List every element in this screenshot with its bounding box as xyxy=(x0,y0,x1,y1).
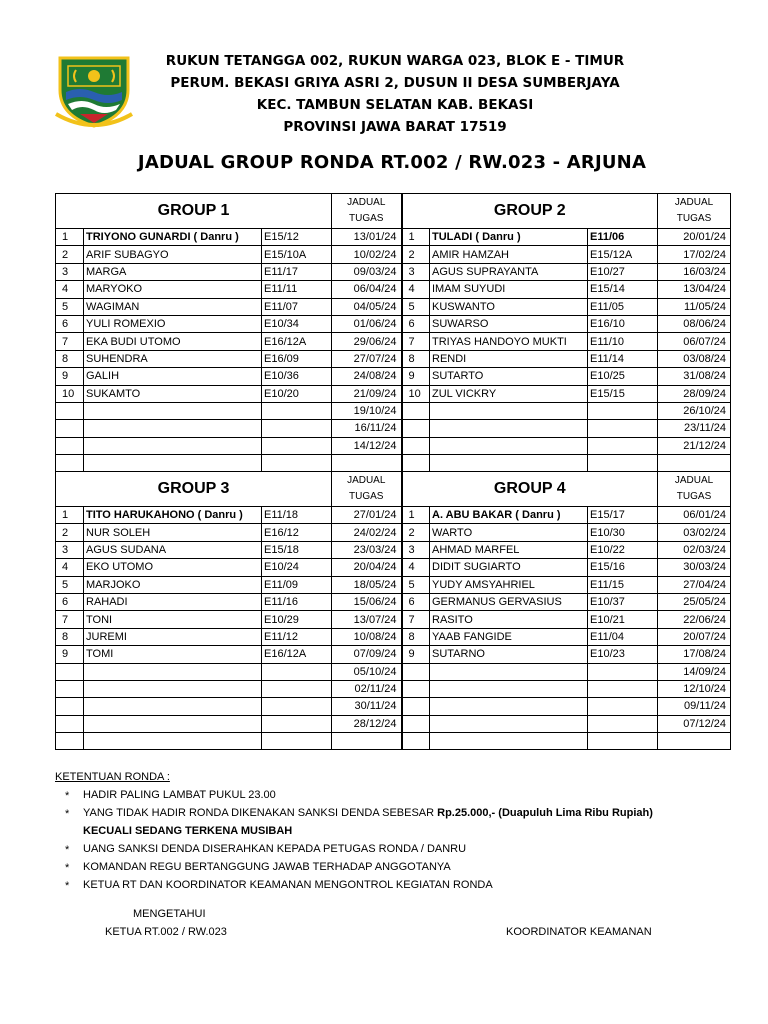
duty-date: 13/01/24 xyxy=(332,229,402,246)
duty-date: 29/06/24 xyxy=(332,333,402,350)
member-number: 2 xyxy=(402,246,430,263)
jadual-label: JADUAL xyxy=(674,475,714,486)
house-number: E10/37 xyxy=(588,593,658,610)
member-name: GERMANUS GERVASIUS xyxy=(430,593,588,610)
member-number: 9 xyxy=(56,646,84,663)
duty-date: 07/09/24 xyxy=(332,646,402,663)
house-number: E11/15 xyxy=(588,576,658,593)
house-number: E10/22 xyxy=(588,541,658,558)
member-name xyxy=(430,455,588,472)
duty-date: 21/09/24 xyxy=(332,385,402,402)
group-name: GROUP 1 xyxy=(56,194,332,229)
member-number: 4 xyxy=(56,281,84,298)
member-name: TITO HARUKAHONO ( Danru ) xyxy=(84,507,262,524)
letterhead-line-1: RUKUN TETANGGA 002, RUKUN WARGA 023, BLOK E - TIMUR xyxy=(165,53,625,69)
member-name xyxy=(430,437,588,454)
house-number: E10/29 xyxy=(262,611,332,628)
member-name: SUTARNO xyxy=(430,646,588,663)
member-name: EKO UTOMO xyxy=(84,559,262,576)
member-name xyxy=(430,733,588,750)
member-number: 2 xyxy=(56,524,84,541)
member-number: 7 xyxy=(56,333,84,350)
member-number: 8 xyxy=(56,628,84,645)
duty-date: 17/02/24 xyxy=(658,246,731,263)
member-name: MARYOKO xyxy=(84,281,262,298)
house-number: E10/27 xyxy=(588,263,658,280)
member-name: SUHENDRA xyxy=(84,350,262,367)
jadual-label: JADUAL xyxy=(347,475,386,486)
member-number xyxy=(56,698,84,715)
table-row xyxy=(56,402,731,419)
letterhead-line-4: PROVINSI JAWA BARAT 17519 xyxy=(283,119,507,135)
member-number xyxy=(402,733,430,750)
member-name: MARGA xyxy=(84,263,262,280)
house-number: E11/17 xyxy=(262,263,332,280)
duty-date: 25/05/24 xyxy=(658,593,731,610)
member-number xyxy=(402,698,430,715)
member-number: 9 xyxy=(402,646,430,663)
table-row xyxy=(56,507,731,524)
house-number: E11/09 xyxy=(262,576,332,593)
member-number: 3 xyxy=(56,541,84,558)
group-name: GROUP 2 xyxy=(402,194,658,229)
duty-date: 27/07/24 xyxy=(332,350,402,367)
member-name: AGUS SUPRAYANTA xyxy=(430,263,588,280)
house-number xyxy=(588,680,658,697)
group-name: GROUP 4 xyxy=(402,472,658,507)
duty-date: 20/04/24 xyxy=(332,559,402,576)
member-number: 8 xyxy=(402,350,430,367)
member-name: TULADI ( Danru ) xyxy=(430,229,588,246)
house-number: E15/16 xyxy=(588,559,658,576)
schedule-table-bottom xyxy=(55,471,731,750)
house-number xyxy=(588,733,658,750)
duty-date: 20/01/24 xyxy=(658,229,731,246)
table-row xyxy=(56,715,731,732)
member-number xyxy=(56,663,84,680)
house-number: E10/25 xyxy=(588,368,658,385)
group-header-row xyxy=(56,472,731,507)
jadual-tugas-header xyxy=(332,472,402,507)
member-name: SUWARSO xyxy=(430,315,588,332)
house-number xyxy=(262,663,332,680)
member-number xyxy=(56,680,84,697)
table-row xyxy=(56,298,731,315)
duty-date: 10/08/24 xyxy=(332,628,402,645)
member-name: MARJOKO xyxy=(84,576,262,593)
member-name: YAAB FANGIDE xyxy=(430,628,588,645)
house-number: E11/06 xyxy=(588,229,658,246)
member-name: SUTARTO xyxy=(430,368,588,385)
schedule-table-top xyxy=(55,193,731,472)
jadual-label: JADUAL xyxy=(674,197,714,208)
member-name xyxy=(430,402,588,419)
group-name: GROUP 3 xyxy=(56,472,332,507)
member-name xyxy=(84,715,262,732)
letterhead xyxy=(150,50,640,138)
house-number xyxy=(262,680,332,697)
table-row xyxy=(56,593,731,610)
duty-date: 15/06/24 xyxy=(332,593,402,610)
tugas-label: TUGAS xyxy=(349,491,384,502)
member-name: ARIF SUBAGYO xyxy=(84,246,262,263)
house-number: E10/30 xyxy=(588,524,658,541)
house-number xyxy=(262,698,332,715)
table-row xyxy=(56,281,731,298)
member-name xyxy=(430,698,588,715)
house-number xyxy=(588,455,658,472)
member-name: ZUL VICKRY xyxy=(430,385,588,402)
member-number xyxy=(402,437,430,454)
house-number xyxy=(262,402,332,419)
member-number: 1 xyxy=(402,507,430,524)
member-name: DIDIT SUGIARTO xyxy=(430,559,588,576)
member-name: TRIYONO GUNARDI ( Danru ) xyxy=(84,229,262,246)
member-number: 6 xyxy=(402,593,430,610)
house-number: E15/18 xyxy=(262,541,332,558)
house-number: E16/12 xyxy=(262,524,332,541)
tugas-label: TUGAS xyxy=(676,213,712,224)
member-number: 7 xyxy=(56,611,84,628)
table-row xyxy=(56,455,731,472)
member-number: 1 xyxy=(56,507,84,524)
table-row xyxy=(56,680,731,697)
duty-date: 28/12/24 xyxy=(332,715,402,732)
house-number: E11/14 xyxy=(588,350,658,367)
table-row xyxy=(56,611,731,628)
member-number: 7 xyxy=(402,611,430,628)
house-number: E11/04 xyxy=(588,628,658,645)
member-name: AHMAD MARFEL xyxy=(430,541,588,558)
duty-date xyxy=(658,455,731,472)
member-name: WAGIMAN xyxy=(84,298,262,315)
table-row xyxy=(56,368,731,385)
duty-date: 09/03/24 xyxy=(332,263,402,280)
house-number: E10/20 xyxy=(262,385,332,402)
member-number: 9 xyxy=(56,368,84,385)
rules-section xyxy=(55,768,735,894)
member-number: 8 xyxy=(402,628,430,645)
table-row xyxy=(56,350,731,367)
member-number: 2 xyxy=(56,246,84,263)
house-number: E16/12A xyxy=(262,333,332,350)
letterhead-line-2: PERUM. BEKASI GRIYA ASRI 2, DUSUN II DESA SUMBERJAYA xyxy=(170,75,620,91)
member-name xyxy=(84,437,262,454)
duty-date xyxy=(332,455,402,472)
duty-date: 02/03/24 xyxy=(658,541,731,558)
duty-date: 08/06/24 xyxy=(658,315,731,332)
house-number: E11/05 xyxy=(588,298,658,315)
member-number: 5 xyxy=(56,298,84,315)
house-number: E11/07 xyxy=(262,298,332,315)
house-number: E10/36 xyxy=(262,368,332,385)
tugas-label: TUGAS xyxy=(676,491,712,502)
duty-date xyxy=(332,733,402,750)
member-number xyxy=(402,455,430,472)
coordinator-signature-label: KOORDINATOR KEAMANAN xyxy=(506,926,652,938)
table-row xyxy=(56,576,731,593)
duty-date: 13/07/24 xyxy=(332,611,402,628)
rule-item: * UANG SANKSI DENDA DISERAHKAN KEPADA PETUGAS RONDA / DANRU xyxy=(65,843,467,856)
jadual-label: JADUAL xyxy=(347,197,386,208)
house-number: E15/12A xyxy=(588,246,658,263)
duty-date: 03/08/24 xyxy=(658,350,731,367)
house-number: E11/12 xyxy=(262,628,332,645)
member-name: RAHADI xyxy=(84,593,262,610)
regency-crest-icon xyxy=(54,50,134,130)
house-number: E11/16 xyxy=(262,593,332,610)
member-number: 1 xyxy=(402,229,430,246)
house-number: E10/34 xyxy=(262,315,332,332)
member-name: NUR SOLEH xyxy=(84,524,262,541)
table-row xyxy=(56,246,731,263)
duty-date: 16/03/24 xyxy=(658,263,731,280)
table-row xyxy=(56,420,731,437)
member-name: WARTO xyxy=(430,524,588,541)
member-name: AMIR HAMZAH xyxy=(430,246,588,263)
duty-date: 30/03/24 xyxy=(658,559,731,576)
member-number xyxy=(402,420,430,437)
duty-date: 06/01/24 xyxy=(658,507,731,524)
member-number: 1 xyxy=(56,229,84,246)
member-name xyxy=(430,663,588,680)
member-number: 6 xyxy=(56,315,84,332)
member-number: 4 xyxy=(402,559,430,576)
member-number: 5 xyxy=(402,298,430,315)
page-title: JADUAL GROUP RONDA RT.002 / RW.023 - ARJUNA xyxy=(137,152,647,173)
duty-date: 23/03/24 xyxy=(332,541,402,558)
duty-date: 05/10/24 xyxy=(332,663,402,680)
rule-item: * KOMANDAN REGU BERTANGGUNG JAWAB TERHADAP ANGGOTANYA xyxy=(65,861,451,874)
duty-date: 27/04/24 xyxy=(658,576,731,593)
acknowledge-label: MENGETAHUI xyxy=(133,908,206,920)
table-row xyxy=(56,628,731,645)
duty-date: 12/10/24 xyxy=(658,680,731,697)
member-name xyxy=(430,715,588,732)
member-name: RASITO xyxy=(430,611,588,628)
duty-date: 04/05/24 xyxy=(332,298,402,315)
jadual-tugas-header xyxy=(658,472,731,507)
member-number: 5 xyxy=(56,576,84,593)
house-number: E11/18 xyxy=(262,507,332,524)
house-number xyxy=(588,402,658,419)
member-number: 10 xyxy=(56,385,84,402)
member-name: IMAM SUYUDI xyxy=(430,281,588,298)
jadual-tugas-header xyxy=(332,194,402,229)
member-name xyxy=(430,420,588,437)
member-number: 5 xyxy=(402,576,430,593)
house-number xyxy=(588,420,658,437)
tugas-label: TUGAS xyxy=(349,213,384,224)
member-name: GALIH xyxy=(84,368,262,385)
member-name xyxy=(84,402,262,419)
rule-item: * YANG TIDAK HADIR RONDA DIKENAKAN SANKSI DENDA SEBESAR Rp.25.000,- (Duapuluh Lima Ribu Rupiah) xyxy=(65,807,653,820)
duty-date: 14/12/24 xyxy=(332,437,402,454)
duty-date: 23/11/24 xyxy=(658,420,731,437)
table-row xyxy=(56,646,731,663)
duty-date: 17/08/24 xyxy=(658,646,731,663)
rule-exception: KECUALI SEDANG TERKENA MUSIBAH xyxy=(83,825,293,837)
duty-date: 19/10/24 xyxy=(332,402,402,419)
house-number: E10/24 xyxy=(262,559,332,576)
member-name: RENDI xyxy=(430,350,588,367)
duty-date: 16/11/24 xyxy=(332,420,402,437)
table-row xyxy=(56,263,731,280)
member-name: JUREMI xyxy=(84,628,262,645)
group-header-row xyxy=(56,194,731,229)
member-number: 3 xyxy=(402,263,430,280)
house-number xyxy=(262,733,332,750)
house-number xyxy=(588,663,658,680)
house-number: E15/12 xyxy=(262,229,332,246)
house-number xyxy=(588,437,658,454)
member-name: EKA BUDI UTOMO xyxy=(84,333,262,350)
house-number xyxy=(588,715,658,732)
duty-date: 03/02/24 xyxy=(658,524,731,541)
member-number xyxy=(56,455,84,472)
house-number: E11/11 xyxy=(262,281,332,298)
member-name xyxy=(430,680,588,697)
member-number: 4 xyxy=(402,281,430,298)
duty-date: 22/06/24 xyxy=(658,611,731,628)
member-name xyxy=(84,455,262,472)
table-row xyxy=(56,698,731,715)
member-name xyxy=(84,733,262,750)
member-number xyxy=(402,663,430,680)
member-number: 10 xyxy=(402,385,430,402)
duty-date: 27/01/24 xyxy=(332,507,402,524)
duty-date: 30/11/24 xyxy=(332,698,402,715)
duty-date: 28/09/24 xyxy=(658,385,731,402)
duty-date: 21/12/24 xyxy=(658,437,731,454)
table-row xyxy=(56,524,731,541)
table-row xyxy=(56,229,731,246)
house-number: E16/09 xyxy=(262,350,332,367)
member-name: AGUS SUDANA xyxy=(84,541,262,558)
house-number xyxy=(262,437,332,454)
member-number: 3 xyxy=(56,263,84,280)
table-row xyxy=(56,663,731,680)
table-row xyxy=(56,333,731,350)
member-number: 6 xyxy=(402,315,430,332)
member-number: 6 xyxy=(56,593,84,610)
duty-date: 13/04/24 xyxy=(658,281,731,298)
member-name: KUSWANTO xyxy=(430,298,588,315)
house-number: E11/10 xyxy=(588,333,658,350)
member-number xyxy=(56,715,84,732)
member-number: 4 xyxy=(56,559,84,576)
member-number xyxy=(402,402,430,419)
chair-signature-label: KETUA RT.002 / RW.023 xyxy=(105,926,227,938)
house-number: E15/10A xyxy=(262,246,332,263)
member-name xyxy=(84,680,262,697)
duty-date: 06/04/24 xyxy=(332,281,402,298)
house-number: E15/15 xyxy=(588,385,658,402)
member-number: 3 xyxy=(402,541,430,558)
duty-date xyxy=(658,733,731,750)
member-name xyxy=(84,698,262,715)
duty-date: 01/06/24 xyxy=(332,315,402,332)
house-number xyxy=(262,455,332,472)
duty-date: 20/07/24 xyxy=(658,628,731,645)
member-name: TONI xyxy=(84,611,262,628)
duty-date: 06/07/24 xyxy=(658,333,731,350)
rules-list xyxy=(55,786,735,894)
member-number: 8 xyxy=(56,350,84,367)
duty-date: 14/09/24 xyxy=(658,663,731,680)
member-number xyxy=(56,402,84,419)
duty-date: 26/10/24 xyxy=(658,402,731,419)
member-name xyxy=(84,420,262,437)
member-number xyxy=(402,715,430,732)
duty-date: 11/05/24 xyxy=(658,298,731,315)
member-name: A. ABU BAKAR ( Danru ) xyxy=(430,507,588,524)
fine-amount: Rp.25.000,- (Duapuluh Lima Ribu Rupiah) xyxy=(437,807,653,819)
rule-item: * KETUA RT DAN KOORDINATOR KEAMANAN MENGONTROL KEGIATAN RONDA xyxy=(65,879,493,892)
member-number xyxy=(56,420,84,437)
house-number: E15/14 xyxy=(588,281,658,298)
duty-date: 24/02/24 xyxy=(332,524,402,541)
house-number: E16/12A xyxy=(262,646,332,663)
house-number xyxy=(588,698,658,715)
house-number xyxy=(262,420,332,437)
duty-date: 02/11/24 xyxy=(332,680,402,697)
house-number: E10/23 xyxy=(588,646,658,663)
member-number xyxy=(56,437,84,454)
table-row xyxy=(56,437,731,454)
jadual-tugas-header xyxy=(658,194,731,229)
member-number: 9 xyxy=(402,368,430,385)
letterhead-line-3: KEC. TAMBUN SELATAN KAB. BEKASI xyxy=(256,97,534,113)
duty-date: 31/08/24 xyxy=(658,368,731,385)
member-name: YUDY AMSYAHRIEL xyxy=(430,576,588,593)
rule-item: * HADIR PALING LAMBAT PUKUL 23.00 xyxy=(65,789,276,802)
table-row xyxy=(56,559,731,576)
house-number: E15/17 xyxy=(588,507,658,524)
member-name: YULI ROMEXIO xyxy=(84,315,262,332)
member-number: 2 xyxy=(402,524,430,541)
duty-date: 07/12/24 xyxy=(658,715,731,732)
house-number: E16/10 xyxy=(588,315,658,332)
member-name: TOMI xyxy=(84,646,262,663)
duty-date: 18/05/24 xyxy=(332,576,402,593)
rules-title: KETENTUAN RONDA : xyxy=(55,771,170,783)
table-row xyxy=(56,733,731,750)
table-row xyxy=(56,315,731,332)
house-number: E10/21 xyxy=(588,611,658,628)
member-name: TRIYAS HANDOYO MUKTI xyxy=(430,333,588,350)
duty-date: 10/02/24 xyxy=(332,246,402,263)
member-number: 7 xyxy=(402,333,430,350)
member-number xyxy=(402,680,430,697)
member-name: SUKAMTO xyxy=(84,385,262,402)
house-number xyxy=(262,715,332,732)
member-name xyxy=(84,663,262,680)
table-row xyxy=(56,385,731,402)
duty-date: 24/08/24 xyxy=(332,368,402,385)
member-number xyxy=(56,733,84,750)
table-row xyxy=(56,541,731,558)
duty-date: 09/11/24 xyxy=(658,698,731,715)
